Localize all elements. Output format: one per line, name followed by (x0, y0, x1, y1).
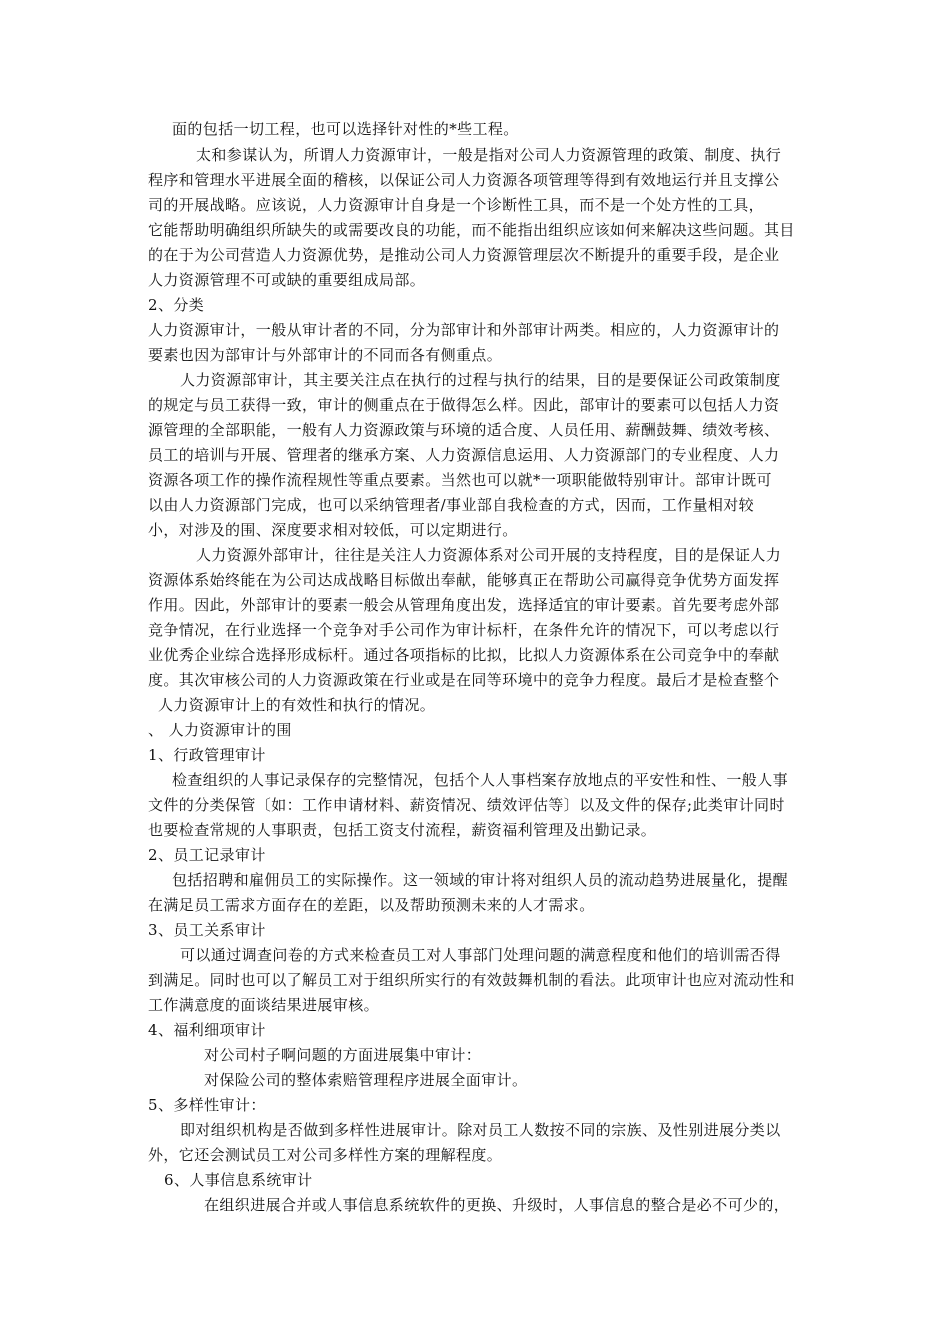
text-line: 资源体系始终能在为公司达成战略目标做出奉献，能够真正在帮助公司赢得竞争优势方面发挥 (148, 571, 780, 589)
text-line: 对保险公司的整体索赔管理程序进展全面审计。 (204, 1071, 528, 1089)
text-line: 到满足。同时也可以了解员工对于组织所实行的有效鼓舞机制的看法。此项审计也应对流动性和 (148, 971, 795, 989)
paragraph-text: 在组织进展合并或人事信息系统软件的更换、升级时，人事信息的整合是必不可少的， (204, 1196, 790, 1214)
text-line: 资源各项工作的操作流程规性等重点要素。当然也可以就*一项职能做特别审计。部审计既可 (148, 471, 772, 489)
text-line: 业优秀企业综合选择形成标杆。通过各项指标的比拟，比拟人力资源体系在公司竞争中的奉献 (148, 646, 780, 664)
text-line: 人力资源审计上的有效性和执行的情况。 (158, 696, 436, 714)
paragraph-text: 太和参谋认为，所谓人力资源审计，一般是指对公司人力资源管理的政策、制度、执行 (196, 146, 782, 164)
text-line: 人力资源管理不可或缺的重要组成局部。 (148, 271, 426, 289)
text-line: 小，对涉及的围、深度要求相对较低，可以定期进行。 (148, 521, 518, 539)
text-line: 它能帮助明确组织所缺失的或需要改良的功能，而不能指出组织应该如何来解决这些问题。其目 (148, 221, 795, 239)
paragraph-text: 人力资源外部审计，往往是关注人力资源体系对公司开展的支持程度，目的是保证人力 (196, 546, 782, 564)
text-line: 要素也因为部审计与外部审计的不同而各有侧重点。 (148, 346, 503, 364)
subsection-heading: 4、福利细项审计 (148, 1021, 266, 1039)
paragraph-text: 人力资源部审计，其主要关注点在执行的过程与执行的结果，目的是要保证公司政策制度 (180, 371, 781, 389)
text-line: 的规定与员工获得一致，审计的侧重点在于做得怎么样。因此，部审计的要素可以包括人力资 (148, 396, 780, 414)
text-line: 源管理的全部职能，一般有人力资源政策与环境的适合度、人员任用、薪酬鼓舞、绩效考核、 (148, 421, 780, 439)
text-line: 员工的培训与开展、管理者的继承方案、人力资源信息运用、人力资源部门的专业程度、人力 (148, 446, 780, 464)
subsection-heading: 3、员工关系审计 (148, 921, 266, 939)
section-heading: 、 人力资源审计的围 (148, 721, 292, 739)
paragraph-text: 可以通过调查问卷的方式来检查员工对人事部门处理问题的满意程度和他们的培训需否得 (180, 946, 781, 964)
text-line: 文件的分类保管〔如：工作申请材料、薪资情况、绩效评估等〕以及文件的保存;此类审计同时 (148, 796, 785, 814)
text-line: 度。其次审核公司的人力资源政策在行业或是在同等环境中的竞争力程度。最后才是检查整个 (148, 671, 780, 689)
text-line: 工作满意度的面谈结果进展审核。 (148, 996, 380, 1014)
subsection-heading: 5、多样性审计： (148, 1096, 266, 1114)
text-line: 也要检查常规的人事职责，包括工资支付流程，薪资福利管理及出勤记录。 (148, 821, 657, 839)
text-line: 程序和管理水平进展全面的稽核，以保证公司人力资源各项管理等得到有效地运行并且支撑公 (148, 171, 780, 189)
text-line: 外，它还会测试员工对公司多样性方案的理解程度。 (148, 1146, 503, 1164)
text-line: 在满足员工需求方面存在的差距，以及帮助预测未来的人才需求。 (148, 896, 595, 914)
paragraph-text: 人力资源审计，一般从审计者的不同，分为部审计和外部审计两类。相应的，人力资源审计的 (148, 321, 780, 339)
paragraph-text: 检查组织的人事记录保存的完整情况，包括个人人事档案存放地点的平安性和性、一般人事 (172, 771, 789, 789)
subsection-heading: 1、行政管理审计 (148, 746, 266, 764)
section-heading: 2、分类 (148, 296, 205, 314)
paragraph-text: 即对组织机构是否做到多样性进展审计。除对员工人数按不同的宗族、及性别进展分类以 (180, 1121, 781, 1139)
text-line: 对公司村子啊问题的方面进展集中审计： (204, 1046, 482, 1064)
text-line: 竞争情况，在行业选择一个竞争对手公司作为审计标杆，在条件允许的情况下，可以考虑以行 (148, 621, 780, 639)
subsection-heading: 2、员工记录审计 (148, 846, 266, 864)
text-line: 作用。因此，外部审计的要素一般会从管理角度出发，选择适宜的审计要素。首先要考虑外部 (148, 596, 780, 614)
text-line: 面的包括一切工程，也可以选择针对性的*些工程。 (172, 120, 519, 138)
text-line: 以由人力资源部门完成，也可以采纳管理者/事业部自我检查的方式，因而，工作量相对较 (148, 496, 755, 514)
text-line: 司的开展战略。应该说，人力资源审计自身是一个诊断性工具，而不是一个处方性的工具， (148, 196, 765, 214)
text-line: 的在于为公司营造人力资源优势，是推动公司人力资源管理层次不断提升的重要手段，是企业 (148, 246, 780, 264)
paragraph-text: 包括招聘和雇佣员工的实际操作。这一领域的审计将对组织人员的流动趋势进展量化，提醒 (172, 871, 789, 889)
subsection-heading: 6、人事信息系统审计 (164, 1171, 313, 1189)
